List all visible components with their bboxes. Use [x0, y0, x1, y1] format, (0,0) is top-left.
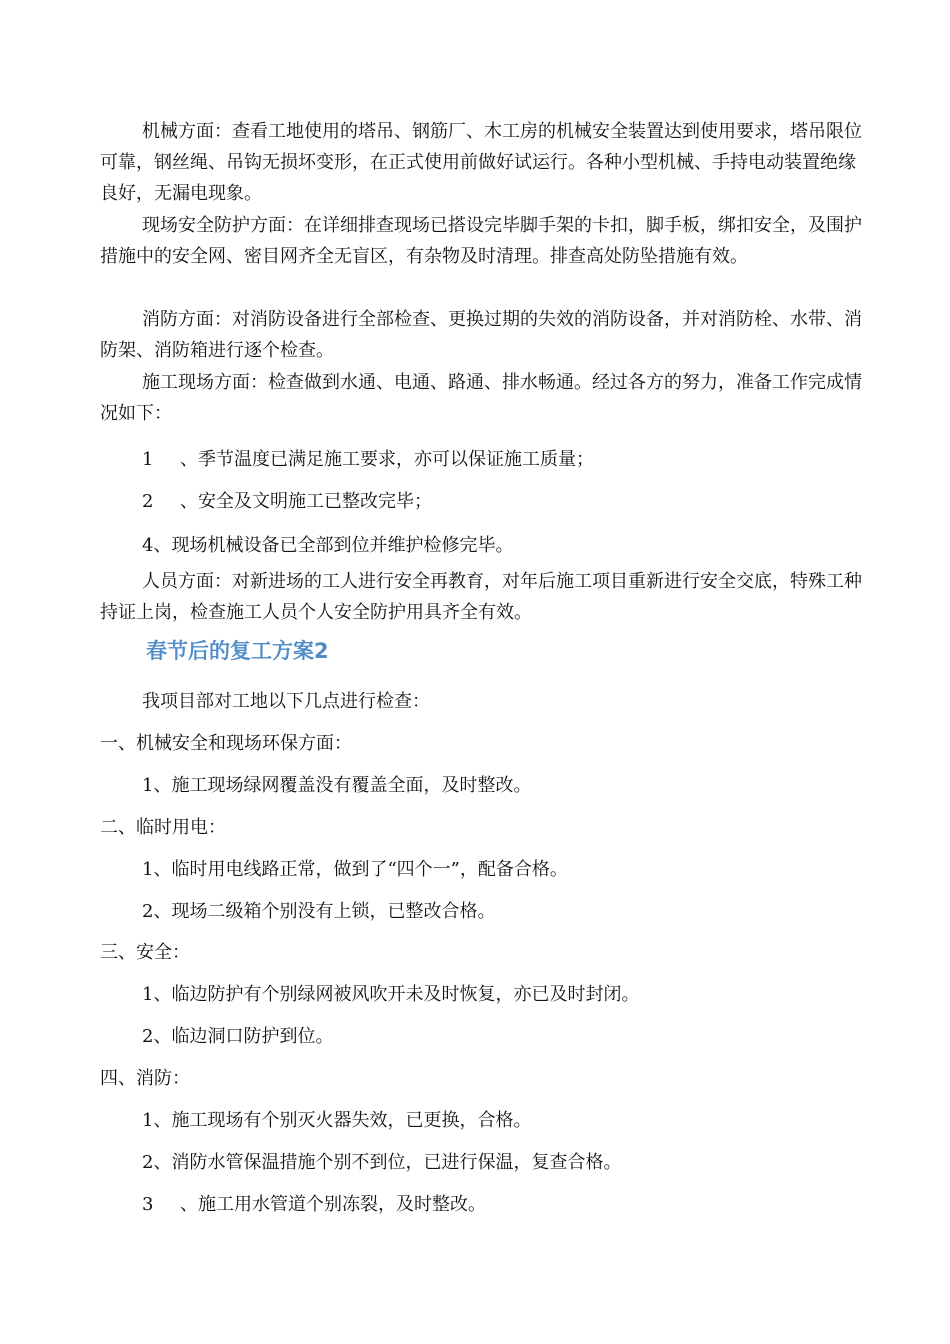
paragraph-fire-protection: 消防方面：对消防设备进行全部检查、更换过期的失效的消防设备，并对消防栓、水带、消防架、消防箱进行逐个检查。 — [100, 309, 862, 361]
list-item: 2、消防水管保温措施个别不到位，已进行保温，复查合格。 — [142, 1152, 622, 1173]
paragraph-machinery: 机械方面：查看工地使用的塔吊、钢筋厂、木工房的机械安全装置达到使用要求，塔吊限位可靠，钢丝绳、吊钩无损坏变形，在正式使用前做好试运行。各种小型机械、手持电动装置绝缘良好，无漏电现象。 — [100, 121, 862, 204]
subheading-machinery-environment: 一、机械安全和现场环保方面： — [100, 733, 352, 754]
list-item-text: 、季节温度已满足施工要求，亦可以保证施工质量； — [180, 449, 594, 470]
list-item: 2、现场二级箱个别没有上锁，已整改合格。 — [142, 901, 496, 922]
list-item-3 — [142, 1189, 870, 1220]
subheading-fire: 四、消防： — [100, 1068, 190, 1089]
list-item-text: 、安全及文明施工已整改完毕； — [180, 491, 432, 512]
section-intro: 我项目部对工地以下几点进行检查： — [142, 691, 430, 712]
list-item-4: 4、现场机械设备已全部到位并维护检修完毕。 — [142, 535, 514, 556]
list-item-number: 3 — [142, 1194, 154, 1215]
subheading-safety: 三、安全： — [100, 942, 190, 963]
paragraph-construction-site: 施工现场方面：检查做到水通、电通、路通、排水畅通。经过各方的努力，准备工作完成情况如下： — [100, 372, 862, 424]
subheading-temporary-power: 二、临时用电： — [100, 817, 226, 838]
section-title-number: 2 — [314, 639, 329, 663]
list-item: 2、临边洞口防护到位。 — [142, 1026, 334, 1047]
paragraph-safety-protection: 现场安全防护方面：在详细排查现场已搭设完毕脚手架的卡扣，脚手板，绑扣安全，及围护措施中的安全网、密目网齐全无盲区，有杂物及时清理。排查高处防坠措施有效。 — [100, 215, 862, 267]
list-item: 1、临边防护有个别绿网被风吹开未及时恢复，亦已及时封闭。 — [142, 984, 640, 1005]
list-item-number: 2 — [142, 491, 154, 512]
list-item-number: 1 — [142, 449, 154, 470]
section-title-text: 春节后的复工方案 — [146, 638, 314, 663]
list-item-1 — [142, 444, 870, 475]
list-item: 1、临时用电线路正常，做到了“四个一”，配备合格。 — [142, 859, 568, 880]
list-item: 1、施工现场绿网覆盖没有覆盖全面，及时整改。 — [142, 775, 532, 796]
list-item: 1、施工现场有个别灭火器失效，已更换，合格。 — [142, 1110, 532, 1131]
paragraph-personnel: 人员方面：对新进场的工人进行安全再教育，对年后施工项目重新进行安全交底，特殊工种持证上岗，检查施工人员个人安全防护用具齐全有效。 — [100, 571, 862, 623]
list-item-text: 、施工用水管道个别冻裂，及时整改。 — [180, 1194, 486, 1215]
section-title — [146, 636, 329, 666]
list-item-2 — [142, 486, 870, 517]
